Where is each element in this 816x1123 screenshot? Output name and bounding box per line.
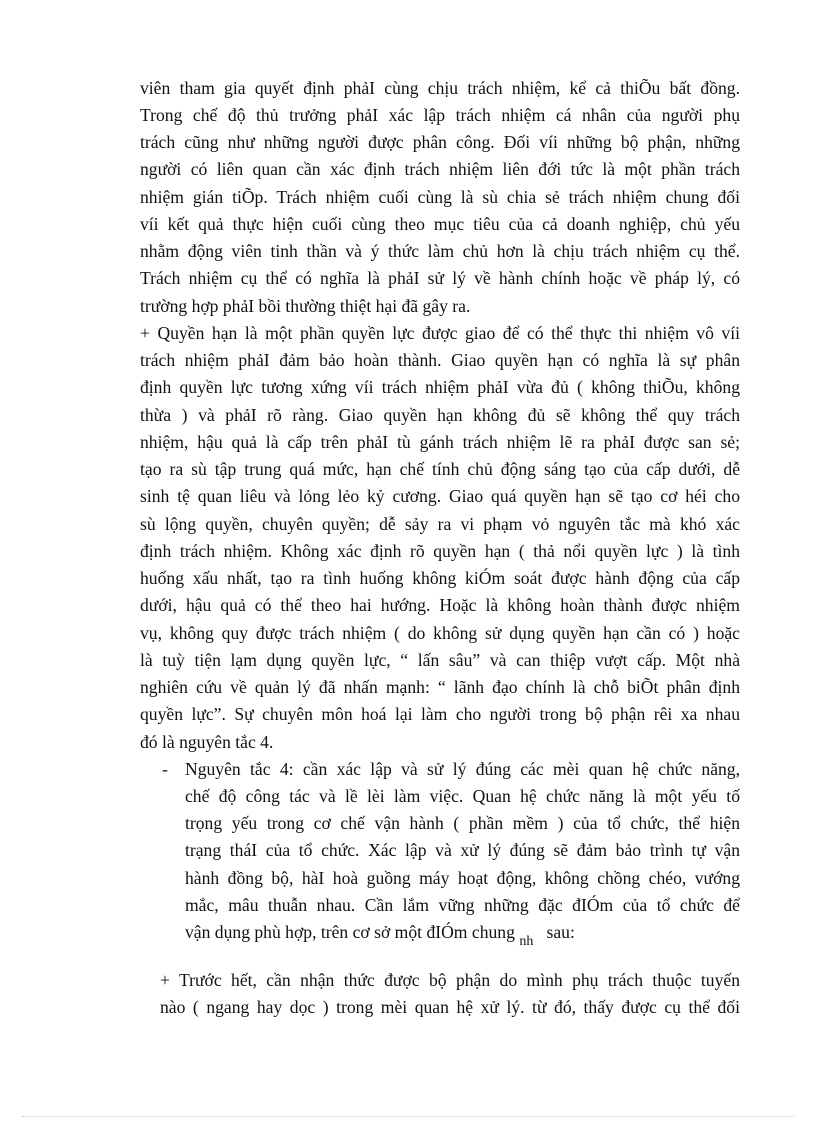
text-line: vụ, không quy được trách nhiệm ( do không sử dụng quyền hạn cần có ) hoặc	[140, 623, 740, 643]
text-line: là tuỳ tiện lạm dụng quyền lực, “ lấn sâu” và can thiệp vượt cấp. Một nhà	[140, 650, 740, 670]
bullet-marker: -	[162, 759, 168, 779]
text-line: định trách nhiệm. Không xác định rõ quyền hạn ( thả nổi quyền lực ) là tình	[140, 541, 740, 561]
text-line: + Quyền hạn là một phần quyền lực được giao để có thể thực thi nhiệm vô víi	[140, 323, 740, 343]
text-line: trạng tháI của tổ chức. Xác lập và xử lý đúng sẽ đảm bảo trình tự vận	[185, 840, 740, 860]
text-line: chế độ công tác và lề lèi làm việc. Quan hệ chức năng là một yếu tố	[185, 786, 740, 806]
text-fragment: sau:	[546, 922, 575, 942]
footer-divider	[22, 1116, 794, 1117]
text-line: đó là nguyên tắc 4.	[140, 732, 274, 752]
text-line: người có liên quan cần xác định trách nhiệm liên đới tức là một phần trách	[140, 159, 740, 179]
text-line: nhiệm, hậu quả là cấp trên phảI tù gánh trách nhiệm lẽ ra phảI được san sẻ;	[140, 432, 740, 452]
text-line: Trách nhiệm cụ thể có nghĩa là phảI sử lý về hành chính hoặc về pháp lý, có	[140, 268, 740, 288]
text-line: mắc, mâu thuẫn nhau. Cần lắm vững những đặc đIÓm của tổ chức để	[185, 895, 740, 915]
text-line: sinh tệ quan liêu và lỏng lẻo kỷ cương. Giao quá quyền hạn sẽ tạo cơ héi cho	[140, 486, 740, 506]
text-line: trọng yếu trong cơ chế vận hành ( phần mềm ) của tổ chức, thể hiện	[185, 813, 740, 833]
text-line: nào ( ngang hay dọc ) trong mèi quan hệ xử lý. từ đó, thấy được cụ thể đối	[160, 997, 740, 1017]
text-line: nhiệm gián tiÕp. Trách nhiệm cuối cùng là sù chia sẻ trách nhiệm chung đối	[140, 187, 740, 207]
text-line: nghiên cứu về quản lý đã nhấn mạnh: “ lãnh đạo chính là chỗ biÕt phân định	[140, 677, 740, 697]
text-line: Trong chế độ thủ trưởng phảI xác lập trách nhiệm cá nhân của người phụ	[140, 105, 740, 125]
text-line: tạo ra sù tập trung quá mức, hạn chế tính chủ động sáng tạo của cấp dưới, dễ	[140, 459, 740, 479]
text-line: nhằm động viên tinh thần và ý thức làm chủ hơn là chịu trách nhiệm cụ thể.	[140, 241, 740, 261]
text-line: trường hợp phảI bồi thường thiệt hại đã gây ra.	[140, 296, 471, 316]
text-line: trách nhiệm phảI đảm bảo hoàn thành. Giao quyền hạn có nghĩa là sự phân	[140, 350, 740, 370]
text-line: viên tham gia quyết định phảI cùng chịu trách nhiệm, kể cả thiÕu bất đồng.	[140, 78, 740, 98]
text-line: hành đồng bộ, hàI hoà guồng máy hoạt động, không chồng chéo, vướng	[185, 868, 740, 888]
text-line: víi kết quả thực hiện cuối cùng theo mục tiêu của cả doanh nghiệp, chủ yếu	[140, 214, 740, 234]
text-fragment: vận dụng phù hợp, trên cơ sở một đIÓm chung	[185, 922, 515, 942]
text-line: sù lộng quyền, chuyên quyền; dễ sảy ra vi phạm vỏ nguyên tắc mà khó xác	[140, 514, 740, 534]
text-line: + Trước hết, cần nhận thức được bộ phận do mình phụ trách thuộc tuyến	[160, 970, 740, 990]
text-line: huống xấu nhất, tạo ra tình huống không kiÓm soát được hành động của cấp	[140, 568, 740, 588]
text-line: trách cũng như những người được phân công. Đối víi những bộ phận, những	[140, 132, 740, 152]
text-line: quyền lực”. Sự chuyên môn hoá lại làm cho người trong bộ phận rêi xa nhau	[140, 704, 740, 724]
text-line	[185, 922, 740, 945]
text-line: Nguyên tắc 4: cần xác lập và sử lý đúng các mèi quan hệ chức năng,	[185, 759, 740, 779]
subscript-fragment: nh	[519, 934, 534, 945]
text-line: thừa ) và phảI rõ ràng. Giao quyền hạn không đủ sẽ không thể quy trách	[140, 405, 740, 425]
text-line: định quyền lực tương xứng víi trách nhiệm phảI vừa đủ ( không thiÕu, không	[140, 377, 740, 397]
text-line: dưới, hậu quả có thể theo hai hướng. Hoặc là không hoàn thành được nhiệm	[140, 595, 740, 615]
